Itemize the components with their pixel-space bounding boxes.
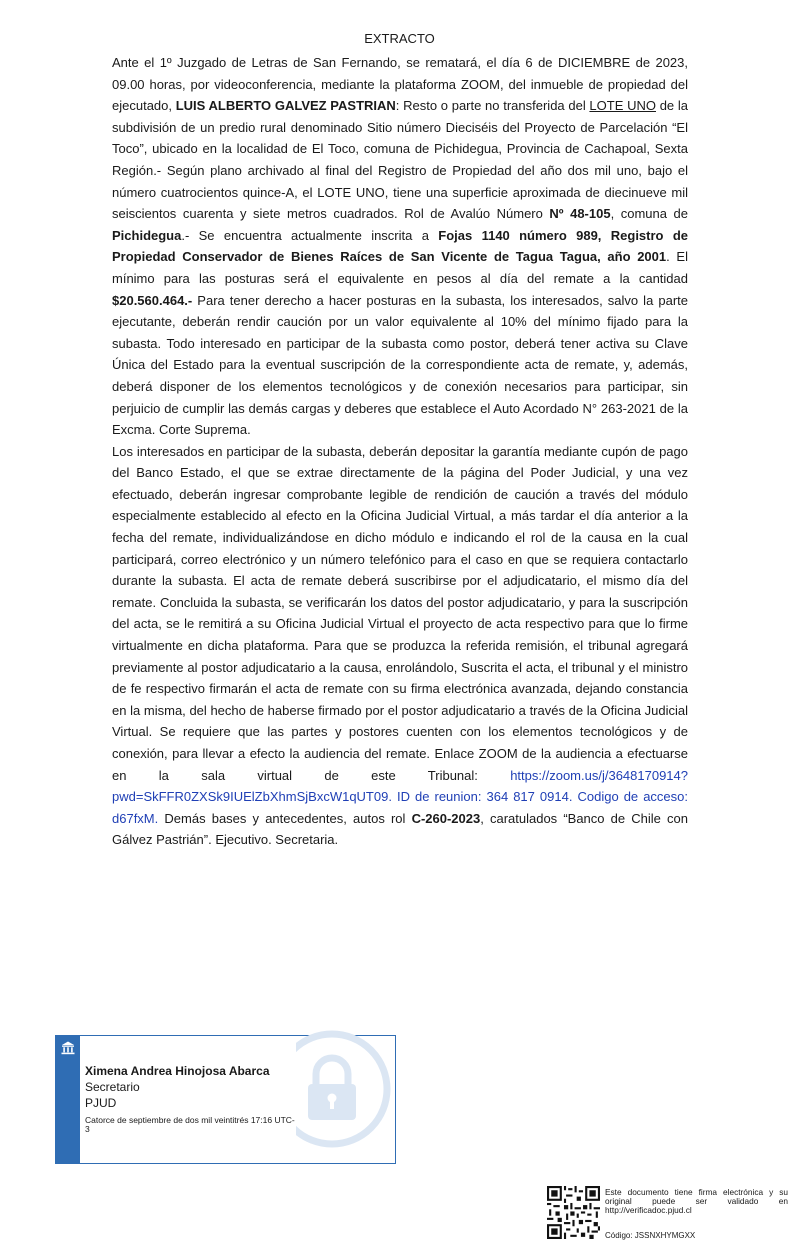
courthouse-icon: [60, 1040, 76, 1056]
paragraph-2: Los interesados en participar de la subasta, deberán depositar la garantía mediante cupón de pago del Banco Estado, el que se extrae directamente de la página del Poder Judicial, y una vez efectuado, deberán ingresar comprobante legible de rendición de caución a través del módulo especialmente establecido al efecto en la Oficina Judicial Virtual, a más tardar el día anterior a la fecha del remate, individualizándose en dicho módulo e indicando el rol de la causa en la cual participará, correo electrónico y un número telefónico para el caso en que se requiera contactarlo durante la subasta. El acta de remate deberá suscribirse por el adjudicatario, el mismo día del remate. Concluida la subasta, se verificarán los datos del postor adjudicatario, y para la suscripción del acta, se le remitirá a su Oficina Judicial Virtual el proyecto de acta respectivo para que lo firme virtualmente en dicha plataforma. Para que se produzca la referida remisión, el tribunal agregará previamente al postor adjudicatario a la causa, enrolándolo, Suscrita el acta, el tribunal y el ministro de fe respectivo firmarán el acta de remate con su firma electrónica avanzada, dejando constancia en la misma, del hecho de haberse firmado por el postor adjudicatario a través de la Oficina Judicial Virtual. Se requiere que las partes y postores cuenten con los elementos tecnológicos y de conexión, para llevar a efecto la audiencia del remate. Enlace ZOOM de la audiencia a efectuarse en la sala virtual de este Tribunal: https://zoom.us/j/3648170914?pwd=SkFFR0ZXSk9IUElZbXhmSjBxcW1qUT09. ID de reunion: 364 817 0914. Codigo de acceso: d67fxM. Demás bases y antecedentes, autos rol C-260-2023, caratulados “Banco de Chile con Gálvez Pastrián”. Ejecutivo. Secretaria.: [112, 443, 688, 848]
signature-bar: [56, 1036, 80, 1163]
verification-code: Código: JSSNXHYMGXX: [605, 1231, 696, 1240]
paragraph-1: Ante el 1º Juzgado de Letras de San Fernando, se rematará, el día 6 de DICIEMBRE de 2023, 09.00 horas, por videoconferencia, mediante la plataforma ZOOM, del inmueble de propiedad del ejecutado, LUIS ALBERTO GALVEZ PASTRIAN: Resto o parte no transferida del LOTE UNO de la subdivisión de un predio rural denominado Sitio número Dieciséis del Proyecto de Parcelación “El Toco”, ubicado en la localidad de El Toco, comuna de Pichidegua, Provincia de Cachapoal, Sexta Región.- Según plano archivado al final del Registro de Propiedad del año dos mil uno, bajo el número cuatrocientos quince-A, el LOTE UNO, tiene una superficie aproximada de diecinueve mil seiscientos cuarenta y siete metros cuadrados. Rol de Avalúo Número Nº 48-105, comuna de Pichidegua.- Se encuentra actualmente inscrita a Fojas 1140 número 989, Registro de Propiedad Conservador de Bienes Raíces de San Vicente de Tagua Tagua, año 2001. El mínimo para las posturas será el equivalente en pesos al día del remate a la cantidad $20.560.464.- Para tener derecho a hacer posturas en la subasta, los interesados, salvo la parte ejecutante, deberán rendir caución por un valor equivalente al 10% del mínimo fijado para la subasta. Todo interesado en participar de la subasta como postor, deberá tener activa su Clave Única del Estado para la eventual suscripción de la correspondiente acta de remate, y, además, deberá disponer de los elementos tecnológicos y de conexión necesarios para participar, sin perjuicio de cumplir las demás cargas y deberes que establece el Auto Acordado N° 263-2021 de la Excma. Corte Suprema.: [112, 55, 688, 438]
document-title: EXTRACTO: [364, 31, 435, 46]
signer-organization: PJUD: [85, 1096, 117, 1110]
signature-date: Catorce de septiembre de dos mil veintitrés 17:16 UTC-3: [85, 1115, 295, 1134]
signer-role: Secretario: [85, 1080, 140, 1094]
signer-name: Ximena Andrea Hinojosa Abarca: [85, 1064, 270, 1078]
verification-text: Este documento tiene firma electrónica y su original puede ser validado en http://verificadoc.pjud.cl: [605, 1187, 788, 1216]
qr-code-icon: [547, 1186, 600, 1239]
signature-box: [55, 1035, 396, 1164]
lock-watermark-icon: [296, 1022, 406, 1172]
document-body: [112, 52, 688, 851]
zoom-link[interactable]: https://zoom.us/j/3648170914?pwd=SkFFR0ZXSk9IUElZbXhmSjBxcW1qUT09. ID de reunion: 364 817 0914. Codigo de acceso: d67fxM.: [112, 767, 688, 826]
